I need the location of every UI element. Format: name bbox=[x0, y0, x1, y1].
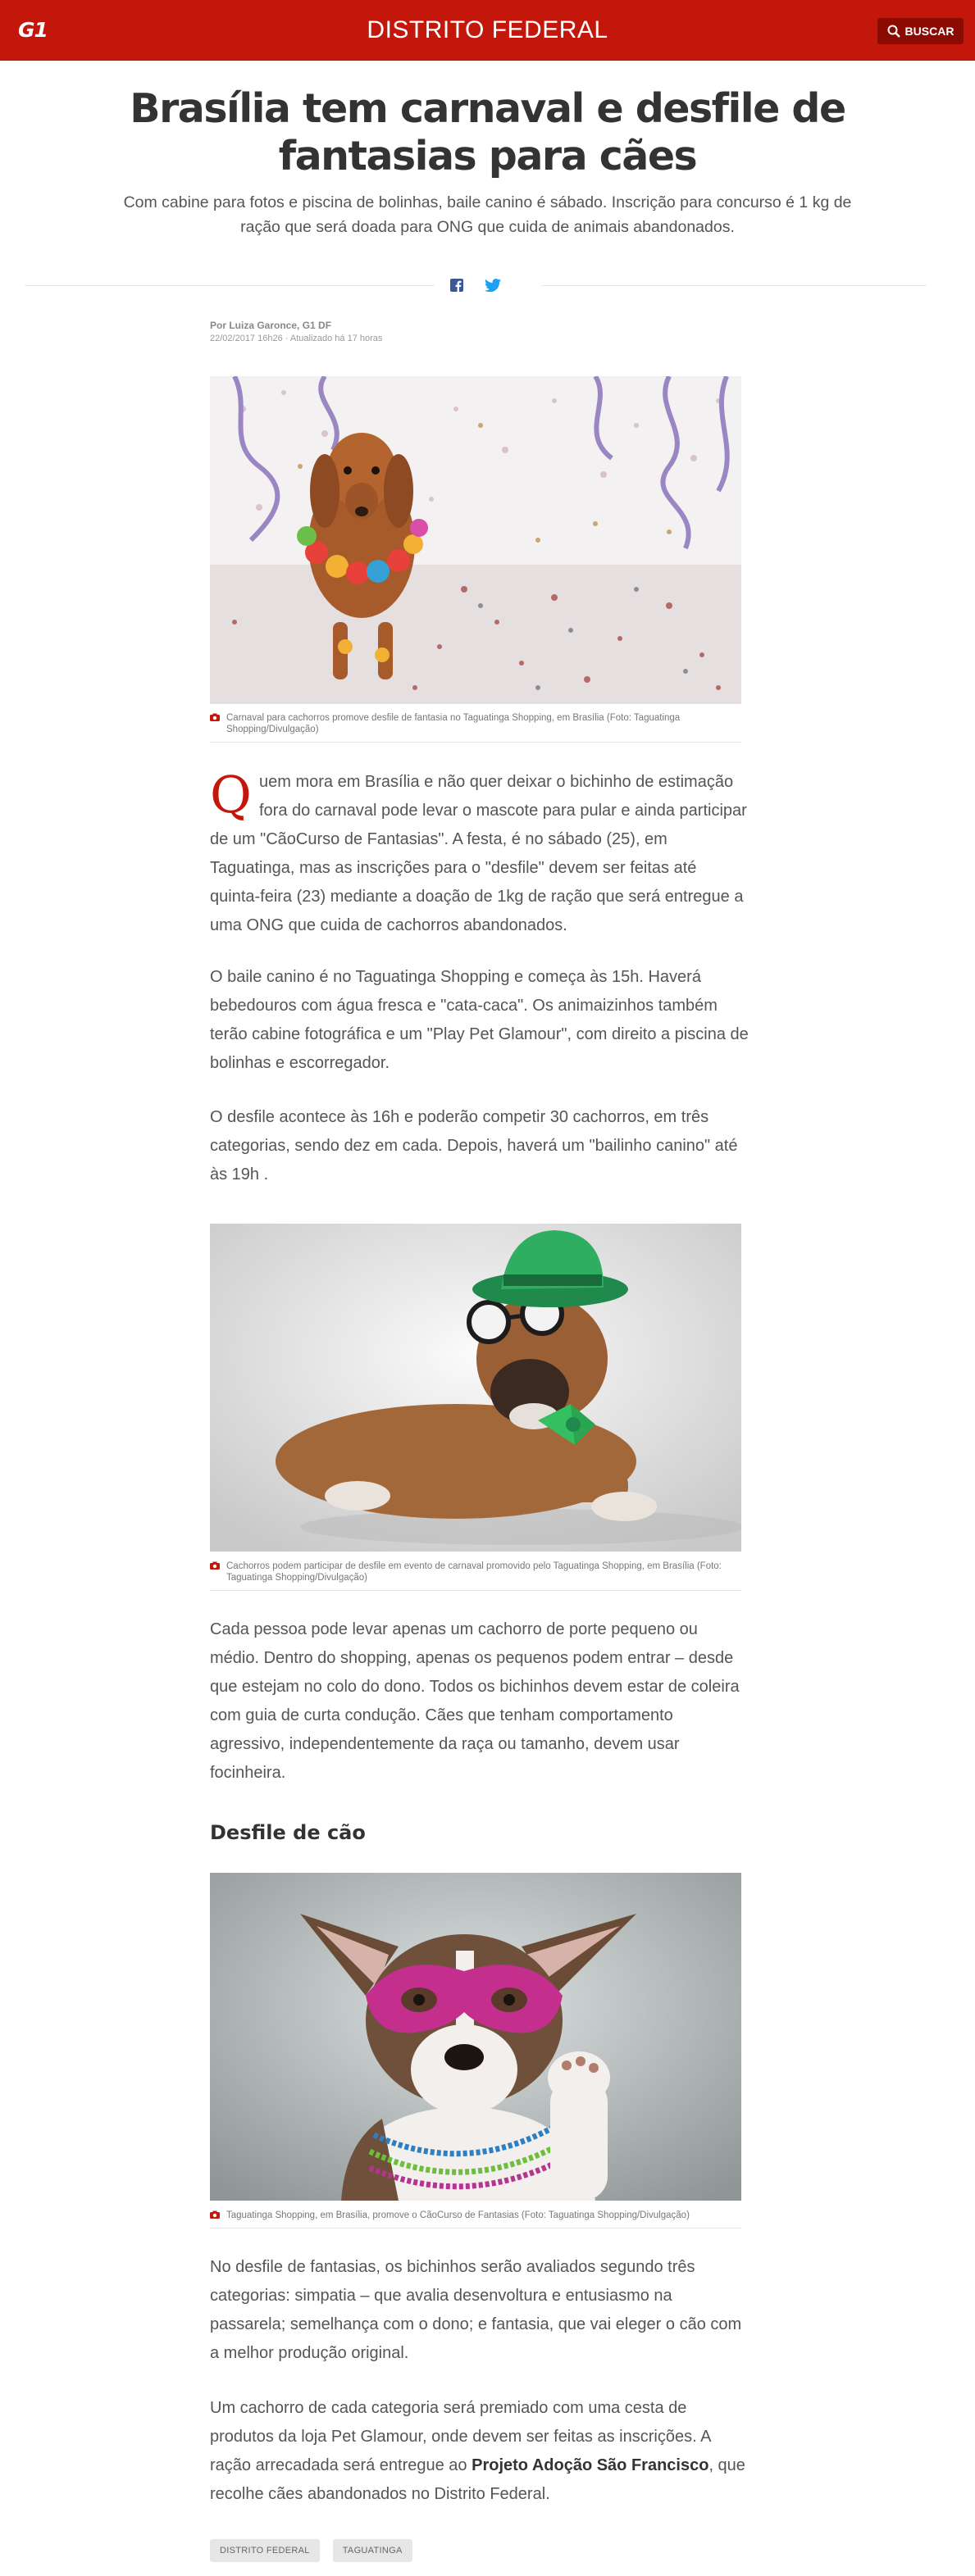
tag-list bbox=[210, 2539, 412, 2562]
search-label: BUSCAR bbox=[904, 25, 954, 38]
article-byline: Por Luiza Garonce, G1 DF bbox=[210, 320, 332, 331]
article-subtitle: Com cabine para fotos e piscina de bolinhas, baile canino é sábado. Inscrição para concurso é 1 kg de ração que será doada para ONG que cuida de animais abandonados. bbox=[123, 193, 852, 236]
g1-logo[interactable]: G1 bbox=[18, 18, 48, 42]
paragraph-intro-rest: de um "CãoCurso de Fantasias". A festa, é no sábado (25), em Taguatinga, mas as inscrições para o "desfile" devem ser feitas até quinta-feira (23) mediante a doação de 1kg de ração que será entregue a uma ONG que cuida de cachorros abandonados. bbox=[210, 830, 744, 934]
figure-caption bbox=[210, 712, 741, 735]
paragraph-intro-line2: fora do carnaval pode levar o mascote para pular e ainda participar bbox=[259, 802, 747, 820]
figure-boxer-photo[interactable] bbox=[210, 1224, 741, 1552]
paragraph-regras: Cada pessoa pode levar apenas um cachorro de porte pequeno ou médio. Dentro do shopping, apenas os pequenos podem entrar – desde que estejam no colo do dono. Todos os bichinhos devem estar de coleira com guia de curta condução. Cães que tenham comportamento agressivo, independentemente da raça ou tamanho, devem usar focinheira. bbox=[210, 1620, 740, 1782]
figure-caption bbox=[210, 1561, 741, 1583]
top-bar bbox=[0, 0, 975, 61]
paragraph-desfile: O desfile acontece às 16h e poderão competir 30 cachorros, em três categorias, sendo dez em cada. Depois, haverá um "bailinho canino" até às 19h . bbox=[210, 1108, 738, 1184]
caption-text: Carnaval para cachorros promove desfile de fantasia no Taguatinga Shopping, em Brasília (Foto: Taguatinga Shopping/Divulgação) bbox=[226, 713, 681, 734]
facebook-icon bbox=[450, 279, 463, 292]
facebook-share-button[interactable] bbox=[444, 273, 469, 298]
twitter-icon bbox=[485, 279, 501, 292]
figure-caption bbox=[210, 2210, 741, 2221]
divider-left bbox=[25, 285, 435, 286]
divider-right bbox=[541, 285, 927, 286]
section-title[interactable]: DISTRITO FEDERAL bbox=[367, 16, 608, 43]
search-icon bbox=[887, 25, 900, 38]
section-heading: Desfile de cão bbox=[210, 1821, 366, 1844]
caption-text: Taguatinga Shopping, em Brasília, promove o CãoCurso de Fantasias (Foto: Taguatinga Shopping/Divulgação) bbox=[226, 2210, 690, 2220]
tag-distrito-federal[interactable]: DISTRITO FEDERAL bbox=[210, 2539, 320, 2562]
article-title: Brasília tem carnaval e desfile de fantasias para cães bbox=[130, 85, 845, 179]
tag-taguatinga[interactable]: TAGUATINGA bbox=[333, 2539, 412, 2562]
paragraph-baile: O baile canino é no Taguatinga Shopping e começa às 15h. Haverá bebedouros com água fresca e "cata-caca". Os animaizinhos também terão cabine fotográfica e um "Play Pet Glamour", com direito a piscina de bolinhas e escorregador. bbox=[210, 968, 749, 1072]
premio-text-b: , que recolhe cães abandonados no Distrito Federal. bbox=[210, 2456, 745, 2503]
figure-mask-dog-photo[interactable] bbox=[210, 1873, 741, 2201]
caption-divider bbox=[210, 1590, 741, 1591]
projeto-adocao-link[interactable]: Projeto Adoção São Francisco bbox=[472, 2456, 709, 2474]
paragraph-categorias: No desfile de fantasias, os bichinhos serão avaliados segundo três categorias: simpatia – que avalia desenvoltura e entusiasmo na passarela; semelhança com o dono; e fantasia, que vai eleger o cão com a melhor produção original. bbox=[210, 2258, 742, 2362]
twitter-share-button[interactable] bbox=[481, 273, 505, 298]
camera-icon bbox=[210, 1561, 220, 1570]
article-date: 22/02/2017 16h26 · Atualizado há 17 horas bbox=[210, 334, 383, 343]
paragraph-premio bbox=[210, 2394, 751, 2509]
camera-icon bbox=[210, 2210, 220, 2219]
paragraph-intro-line1: uem mora em Brasília e não quer deixar o bichinho de estimação bbox=[259, 773, 734, 791]
camera-icon bbox=[210, 713, 220, 721]
caption-divider bbox=[210, 742, 741, 743]
premio-text-a: Um cachorro de cada categoria será premiado com uma cesta de produtos da loja Pet Glamour, onde devem ser feitas as inscrições. A ração arrecadada será entregue ao bbox=[210, 2399, 711, 2474]
figure-dachshund-photo[interactable] bbox=[210, 376, 741, 704]
caption-text: Cachorros podem participar de desfile em evento de carnaval promovido pelo Taguatinga Shopping, em Brasília (Foto: Taguatinga Shopping/Divulgação) bbox=[226, 1561, 722, 1583]
search-button[interactable] bbox=[877, 18, 964, 44]
drop-cap: Q bbox=[210, 765, 252, 825]
